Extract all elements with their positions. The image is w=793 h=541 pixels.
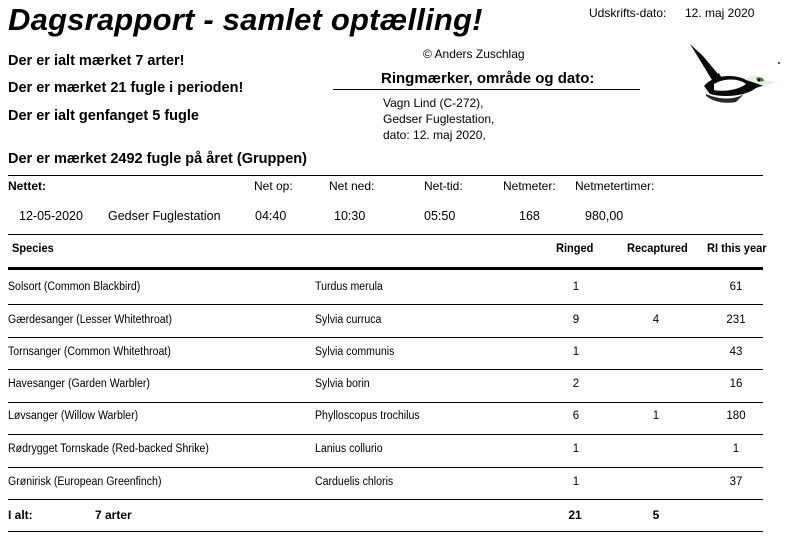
ringed-count: 9 (572, 314, 580, 326)
summary-birds-period: Der er mærket 21 fugle i perioden! (8, 80, 244, 96)
species-name: Rødrygget Tornskade (Red-backed Shrike) (8, 443, 209, 455)
print-date-label: Udskrifts-dato: (589, 6, 667, 20)
row-divider (8, 304, 763, 305)
total-ringed: 21 (568, 508, 582, 522)
ringer-area: Gedser Fuglestation, (383, 112, 495, 126)
summary-species-count: Der er ialt mærket 7 arter! (8, 53, 185, 69)
row-divider (8, 434, 763, 435)
ri-count: 16 (729, 378, 743, 390)
netmeter-header: Netmeter: (503, 179, 556, 193)
net-bottom-divider (8, 234, 763, 235)
summary-birds-year: Der er mærket 2492 fugle på året (Gruppen) (8, 151, 307, 167)
print-date-value: 12. maj 2020 (685, 6, 755, 20)
species-name: Grønirisk (European Greenfinch) (8, 476, 162, 488)
netmetertimer-value: 980,00 (585, 209, 624, 223)
report-title: Dagsrapport - samlet optælling! (8, 2, 483, 37)
latin-name: Lanius collurio (315, 443, 383, 455)
ri-count: 231 (726, 314, 746, 326)
species-name: Solsort (Common Blackbird) (8, 281, 141, 293)
netmeter-value: 168 (519, 209, 540, 223)
species-name: Havesanger (Garden Warbler) (8, 378, 150, 390)
table-header-divider (8, 267, 763, 270)
netmetertimer-header: Netmetertimer: (575, 179, 655, 193)
row-divider (8, 467, 763, 468)
latin-name: Phylloscopus trochilus (315, 410, 420, 422)
ringed-count: 1 (572, 476, 580, 488)
ri-count: 1 (732, 443, 740, 455)
recaptured-count: 1 (652, 410, 660, 422)
ri-count: 43 (729, 346, 743, 358)
ringed-count: 1 (572, 346, 580, 358)
net-ned-value: 10:30 (334, 209, 366, 223)
net-tid-header: Net-tid: (424, 179, 463, 193)
ringed-count: 1 (572, 443, 580, 455)
ringer-heading: Ringmærker, område og dato: (381, 70, 595, 87)
latin-name: Sylvia communis (315, 346, 395, 358)
row-divider (8, 499, 763, 500)
copyright: © Anders Zuschlag (423, 47, 525, 61)
row-divider (8, 337, 763, 338)
latin-name: Carduelis chloris (315, 476, 394, 488)
recaptured-column-header: Recaptured (627, 241, 688, 255)
ringed-column-header: Ringed (556, 241, 594, 255)
species-name: Løvsanger (Willow Warbler) (8, 410, 139, 422)
recaptured-count: 4 (652, 314, 660, 326)
ringer-name: Vagn Lind (C-272), (383, 96, 484, 110)
row-divider (8, 402, 763, 403)
ringed-count: 1 (572, 281, 580, 293)
ri-count: 37 (729, 476, 743, 488)
ri-count: 61 (729, 281, 743, 293)
latin-name: Turdus merula (315, 281, 383, 293)
ringer-underline (333, 89, 640, 90)
net-ned-header: Net ned: (329, 179, 375, 193)
latin-name: Sylvia borin (315, 378, 370, 390)
ringed-count: 6 (572, 410, 580, 422)
net-op-header: Net op: (254, 179, 293, 193)
total-recaptured: 5 (652, 508, 660, 522)
ringed-count: 2 (572, 378, 580, 390)
ri-column-header: RI this year (707, 241, 767, 255)
net-date: 12-05-2020 (19, 209, 83, 223)
net-header: Nettet: (8, 179, 46, 193)
net-place: Gedser Fuglestation (108, 209, 221, 223)
ringer-date: dato: 12. maj 2020, (383, 128, 486, 142)
eider-duck-logo (684, 40, 784, 115)
total-species: 7 arter (95, 508, 132, 522)
species-name: Gærdesanger (Lesser Whitethroat) (8, 314, 173, 326)
total-label: I alt: (8, 508, 33, 522)
summary-recaptured: Der er ialt genfanget 5 fugle (8, 108, 199, 124)
species-name: Tornsanger (Common Whitethroat) (8, 346, 171, 358)
net-top-divider (8, 175, 763, 176)
species-column-header: Species (12, 241, 54, 255)
net-tid-value: 05:50 (424, 209, 456, 223)
ri-count: 180 (726, 410, 746, 422)
row-divider (8, 369, 763, 370)
table-bottom-line (8, 531, 763, 532)
net-op-value: 04:40 (255, 209, 287, 223)
latin-name: Sylvia curruca (315, 314, 382, 326)
